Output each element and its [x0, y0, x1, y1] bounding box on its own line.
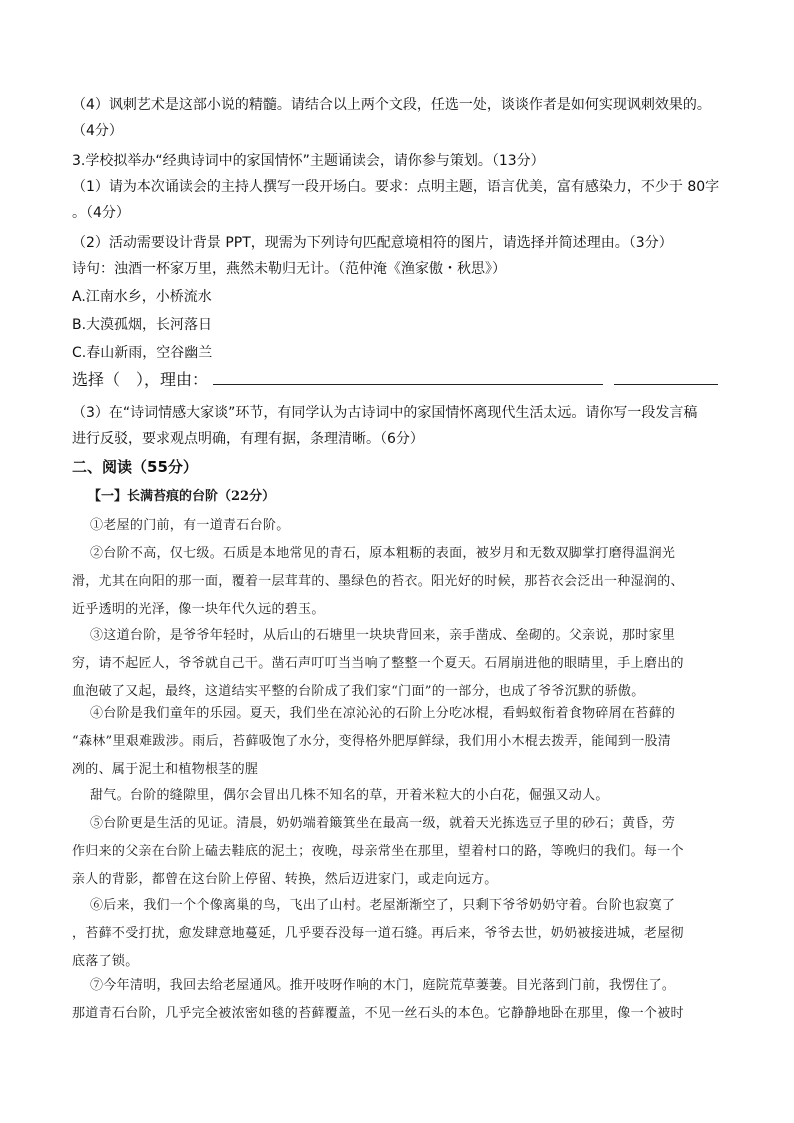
- poem-text: 诗句：浊酒一杯家万里，燕然未勒归无计。（范仲淹《渔家傲・秋思》）: [72, 261, 506, 277]
- paragraph-4-cont: [90, 782, 730, 810]
- paragraph-3-line1: ③这道台阶，是爷爷年轻时，从后山的石塘里一块块背回来，亲手凿成、垒砌的。父亲说，那时家里: [90, 628, 676, 643]
- paragraph-2-line1: ②台阶不高，仅七级。石质是本地常见的青石，原本粗粝的表面，被岁月和无数双脚掌打磨得温润光: [90, 546, 676, 561]
- paragraph-4-line2: “森林”里艰难跋涉。雨后，苔藓吸饱了水分，变得格外肥厚鲜绿，我们用小木棍去拨弄，能闻到一股清: [72, 734, 672, 749]
- paragraph-6-line2: ，苔藓不受打扰，愈发肆意地蔓延，几乎要吞没每一道石缝。再后来，爷爷去世，奶奶被接进城，老屋彻: [72, 926, 684, 941]
- option-b: [72, 312, 732, 338]
- paragraph-7-line1: ⑦今年清明，我回去给老屋通风。推开吱呀作响的木门，庭院荒草萋萋。目光落到门前，我愣住了。: [90, 978, 676, 993]
- q3-part2: [72, 230, 732, 256]
- option-b-text: B.大漠孤烟，长河落日: [72, 317, 213, 333]
- paragraph-5-line2: 作归来的父亲在台阶上磕去鞋底的泥土；夜晚，母亲常坐在那里，望着村口的路，等晚归的我们。每一个: [72, 844, 684, 859]
- paragraph-4-line3: 冽的、属于泥土和植物根茎的腥: [72, 762, 259, 777]
- q3-stem: [72, 148, 732, 174]
- paragraph-5-line1: ⑤台阶更是生活的见证。清晨，奶奶端着簸箕坐在最高一级，就着天光拣选豆子里的砂石；黄昏，劳: [90, 816, 676, 831]
- article-title: [88, 484, 748, 510]
- paragraph-4: [72, 700, 724, 784]
- option-a-text: A.江南水乡，小桥流水: [72, 289, 212, 305]
- paragraph-4-line4: 甜气。台阶的缝隙里，偶尔会冒出几株不知名的草，开着米粒大的小白花，倔强又动人。: [90, 788, 609, 803]
- q3-part3: [72, 400, 732, 452]
- answer-line: [72, 366, 732, 393]
- reason-blank-1[interactable]: [213, 366, 603, 385]
- q3-part2-text: （2）活动需要设计背景 PPT，现需为下列诗句匹配意境相符的图片，请选择并简述理由。（3分）: [72, 235, 673, 251]
- option-a: [72, 284, 732, 310]
- paragraph-3-line2: 穷，请不起匠人，爷爷就自己干。凿石声叮叮当当响了整整一个夏天。石屑崩进他的眼睛里，手上磨出的: [72, 656, 684, 671]
- paragraph-7-line2: 那道青石台阶，几乎完全被浓密如毯的苔藓覆盖，不见一丝石头的本色。它静静地卧在那里，像一个被时: [72, 1006, 684, 1021]
- paragraph-4-line1: ④台阶是我们童年的乐园。夏天，我们坐在凉沁沁的石阶上分吃冰棍，看蚂蚁衔着食物碎屑在苔藓的: [90, 706, 676, 721]
- paragraph-6-line1: ⑥后来，我们一个个像离巢的鸟，飞出了山村。老屋渐渐空了，只剩下爷爷奶奶守着。台阶也寂寞了: [90, 898, 676, 913]
- q3-stem-text: 3.学校拟举办“经典诗词中的家国情怀”主题诵读会，请你参与策划。（13分）: [72, 153, 545, 169]
- paragraph-2-line3: 近乎透明的光泽，像一块年代久远的碧玉。: [72, 602, 325, 617]
- q2-part4: [72, 92, 732, 144]
- paragraph-1-text: ①老屋的门前，有一道青石台阶。: [90, 518, 290, 533]
- choose-label: 选择（ ），理由：: [72, 370, 209, 389]
- paragraph-2: [72, 540, 724, 624]
- q3-part1: [72, 174, 732, 226]
- q2-part4-line1: （4）讽刺艺术是这部小说的精髓。请结合以上两个文段，任选一处，谈谈作者是如何实现讽刺效果的。: [72, 97, 711, 113]
- paragraph-5-line3: 亲人的背影，都曾在这台阶上停留、转换，然后迈进家门，或走向远方。: [72, 872, 498, 887]
- paragraph-5: [72, 810, 724, 894]
- article-title-text: 【一】长满苔痕的台阶（22分）: [88, 489, 276, 504]
- q3-part3-line2: 进行反驳，要求观点明确，有理有据，条理清晰。（6分）: [72, 431, 424, 447]
- q3-part1-line1: （1）请为本次诵读会的主持人撰写一段开场白。要求：点明主题，语言优美，富有感染力，不少于 80字: [72, 179, 720, 195]
- q3-part1-line2: 。（4分）: [72, 205, 130, 221]
- paragraph-6: [72, 892, 724, 976]
- paragraph-6-line3: 底落了锁。: [72, 954, 139, 969]
- reason-blank-2[interactable]: [614, 366, 718, 385]
- paragraph-1: [90, 512, 730, 540]
- section-heading-text: 二、阅读（55分）: [72, 458, 198, 476]
- q3-part3-line1: （3）在“诗词情感大家谈”环节，有同学认为古诗词中的家国情怀离现代生活太远。请你写一段发言稿: [72, 405, 698, 421]
- option-c: [72, 340, 732, 366]
- paragraph-3-line3: 血泡破了又起，最终，这道结实平整的台阶成了我们家“门面”的一部分，也成了爷爷沉默的骄傲。: [72, 684, 645, 699]
- paragraph-7: [72, 972, 724, 1028]
- q2-part4-score: （4分）: [72, 123, 123, 139]
- paragraph-2-line2: 滑，尤其在向阳的那一面，覆着一层茸茸的、墨绿色的苔衣。阳光好的时候，那苔衣会泛出一种湿润的、: [72, 574, 684, 589]
- section-heading: [72, 454, 732, 480]
- poem-line: [72, 256, 732, 282]
- option-c-text: C.春山新雨，空谷幽兰: [72, 345, 213, 361]
- paragraph-3: [72, 622, 724, 706]
